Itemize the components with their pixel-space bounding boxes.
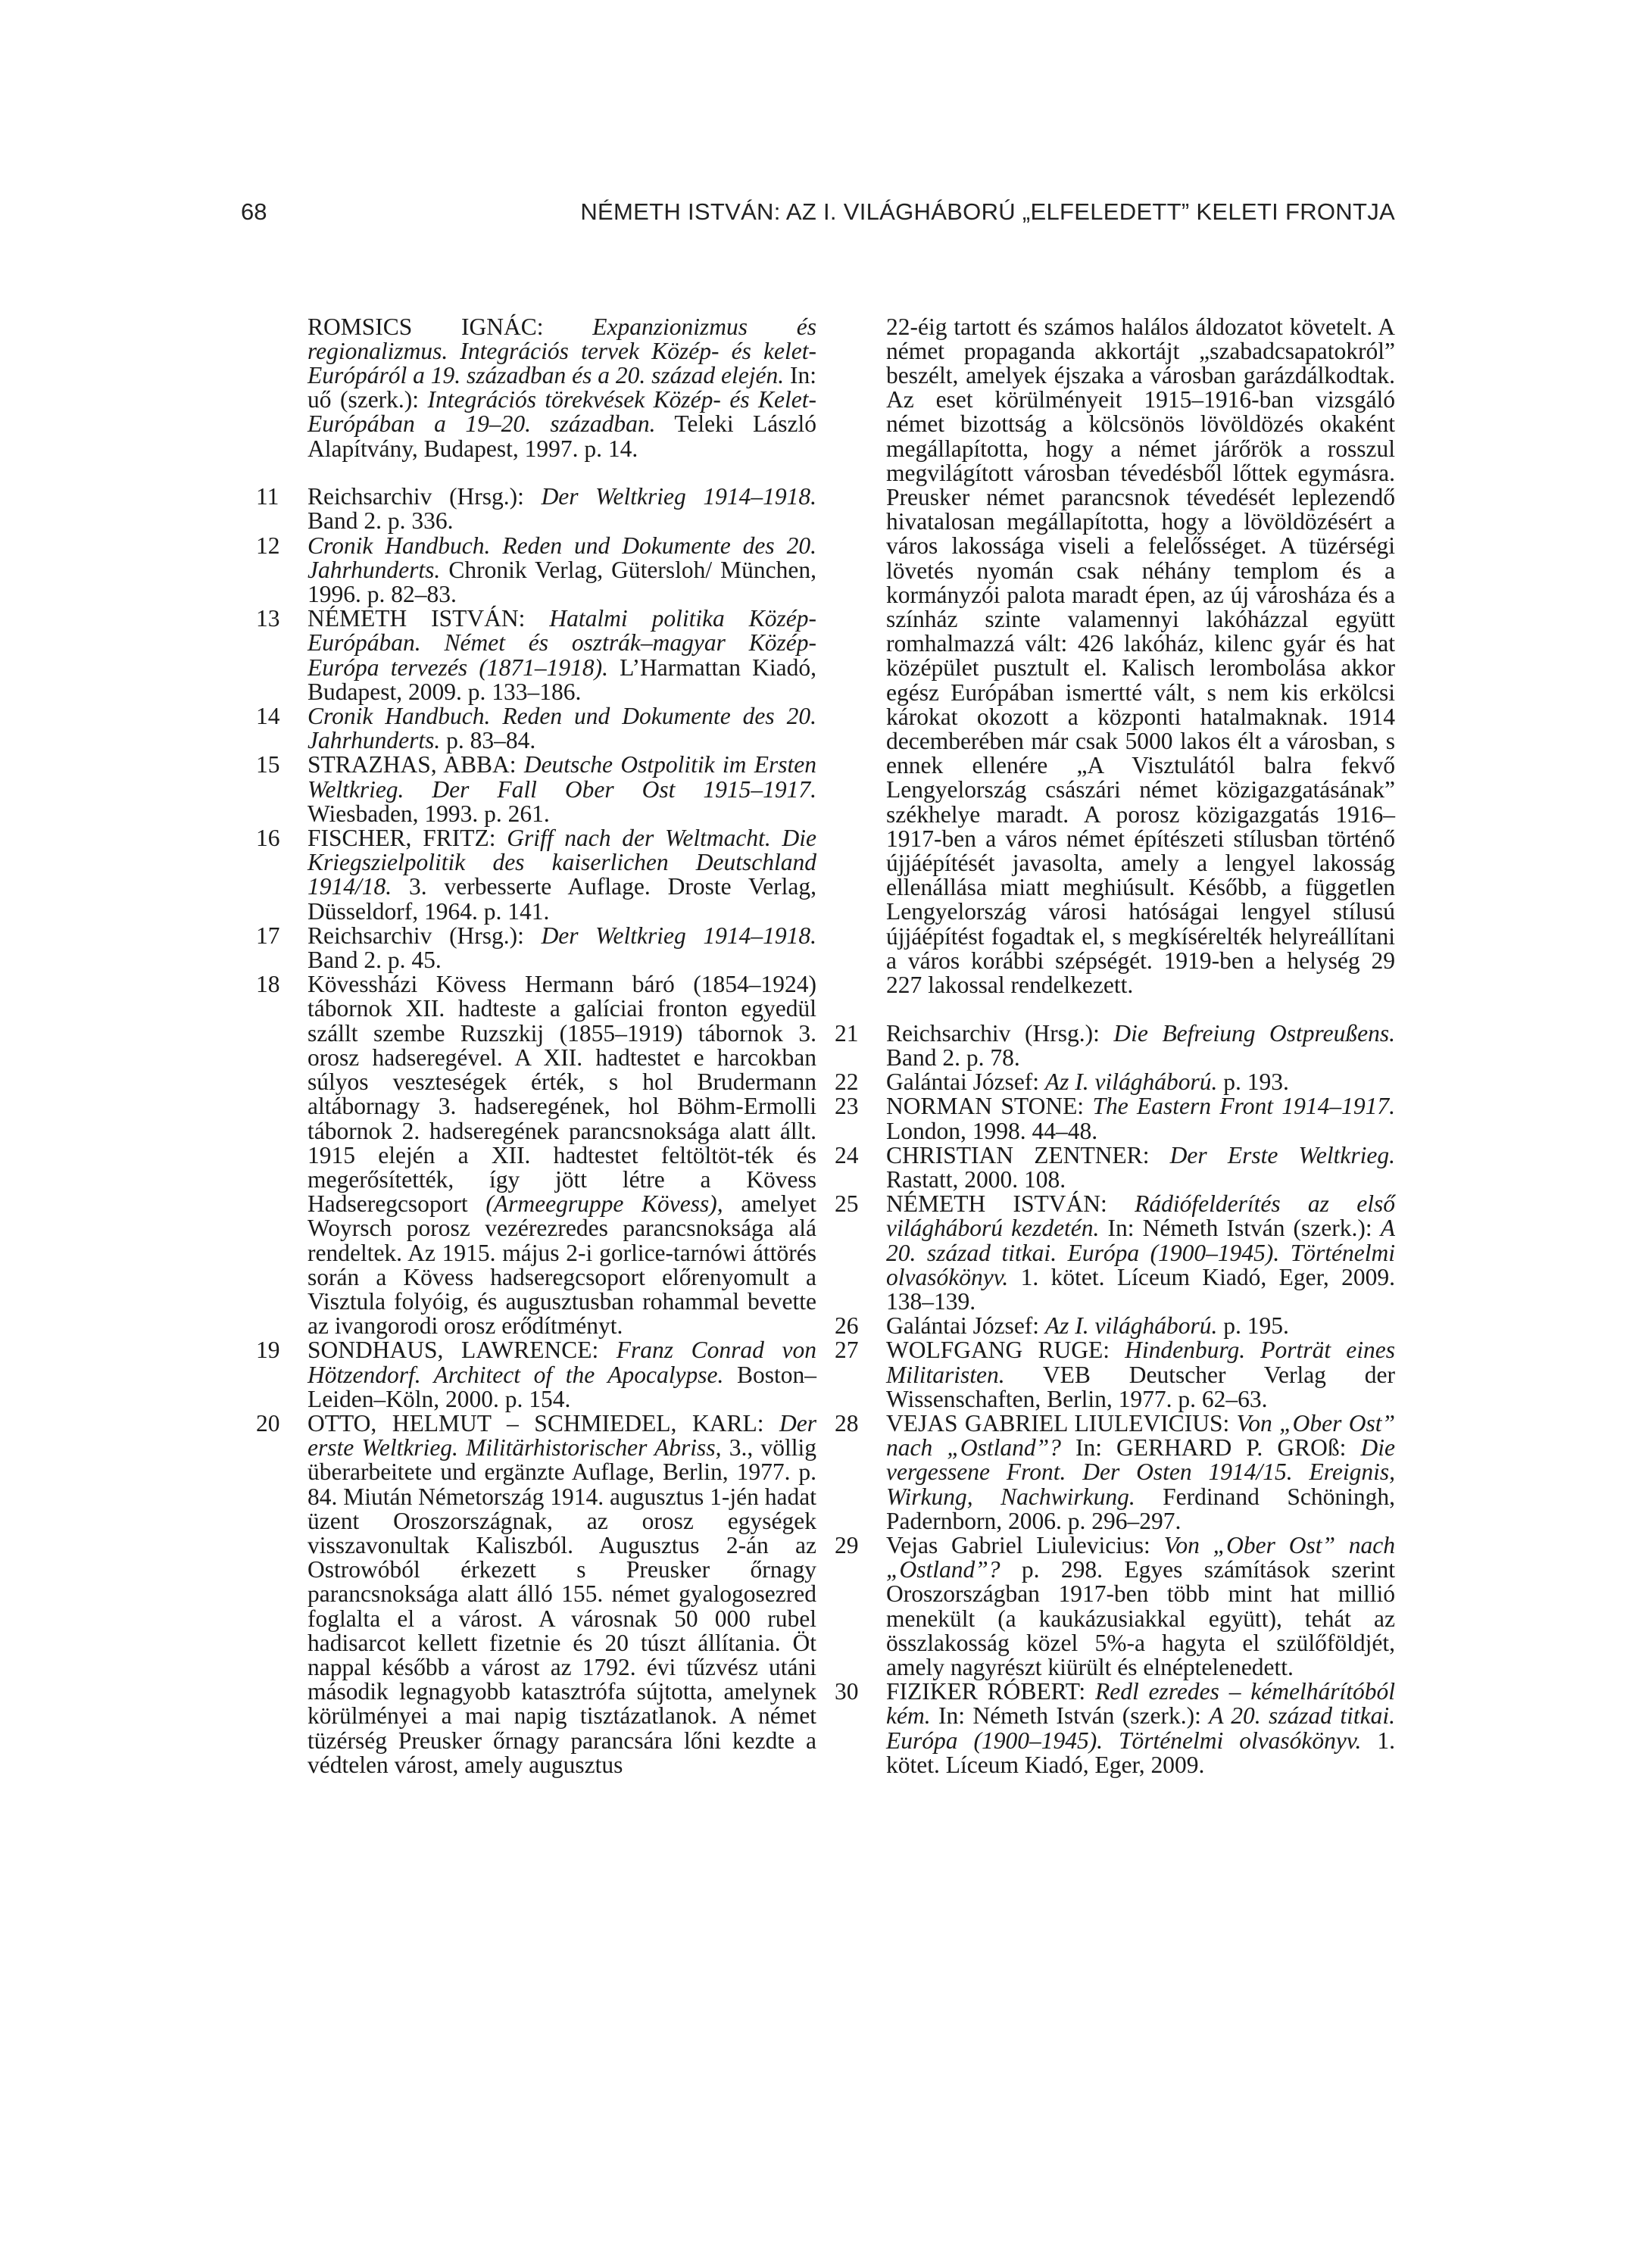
text-segment: WOLFGANG RUGE: [886, 1337, 1125, 1364]
italic-title-segment: Von „Ober Ost” nach „Ostland”? [886, 1531, 1396, 1583]
footnote-18 [256, 972, 816, 1338]
text-segment: Reichsarchiv (Hrsg.): [307, 922, 542, 949]
italic-title-segment: A 20. század titkai. Európa (1900–1945). Történelmi olvasókönyv. [886, 1702, 1395, 1754]
text-segment: p. 193. [1217, 1068, 1289, 1096]
italic-title-segment: (Armeegruppe Kövess), [485, 1190, 723, 1218]
text-segment: Teleki László Alapítvány, Budapest, 1997. p. 14. [307, 410, 816, 462]
text-segment: OTTO, HELMUT – SCHMIEDEL, KARL: [307, 1409, 779, 1437]
italic-title-segment: Cronik Handbuch. Reden und Dokumente des 20. Jahrhunderts. [307, 703, 816, 754]
footnote-14 [256, 704, 816, 753]
text-segment: London, 1998. 44–48. [886, 1117, 1098, 1144]
footnote-16 [256, 826, 816, 924]
footnote-text [307, 1338, 816, 1412]
italic-title-segment: Deutsche Ostpolitik im Ersten Weltkrieg. Der Fall Ober Ost 1915–1917. [307, 751, 816, 803]
footnote-text [307, 607, 816, 704]
text-segment: 1. kötet. Líceum Kiadó, Eger, 2009. 138–139. [886, 1263, 1395, 1315]
footnote-number: 13 [256, 605, 280, 632]
italic-title-segment: Der Erste Weltkrieg. [1169, 1141, 1395, 1168]
footnote-text [886, 1019, 1395, 1071]
footnote-19 [256, 1338, 816, 1412]
text-segment: CHRISTIAN ZENTNER: [886, 1141, 1170, 1168]
text-segment: Wiesbaden, 1993. p. 261. [307, 800, 550, 827]
text-segment: Rastatt, 2000. 108. [886, 1165, 1066, 1193]
text-segment: NORMAN STONE: [886, 1093, 1093, 1120]
italic-title-segment: Az I. világháború. [1044, 1068, 1218, 1096]
text-segment: 1. kötet. Líceum Kiadó, Eger, 2009. [886, 1727, 1395, 1778]
text-segment: FIZIKER RÓBERT: [886, 1678, 1095, 1705]
footnote-11 [256, 485, 816, 533]
text-segment: SONDHAUS, LAWRENCE: [307, 1337, 617, 1364]
text-segment: In: GERHARD P. GROß: [1060, 1434, 1361, 1462]
footnote-text [886, 1192, 1395, 1314]
footnote-22 [835, 1070, 1395, 1094]
running-head [241, 198, 1395, 236]
footnote-20-continuation [835, 315, 1395, 998]
italic-title-segment: Die vergessene Front. Der Osten 1914/15. Ereignis, Wirkung, Nachwirkung. [886, 1434, 1395, 1510]
footnote-number: 12 [256, 532, 280, 559]
text-segment: NÉMETH ISTVÁN: [307, 605, 550, 632]
footnote-text [307, 826, 816, 924]
footnote-12 [256, 534, 816, 607]
footnote-25 [835, 1192, 1395, 1314]
text-segment: Band 2. p. 336. [307, 507, 454, 535]
text-segment: In: Németh István (szerk.): [1099, 1215, 1381, 1242]
footnote-text [307, 972, 816, 1338]
text-segment: Boston–Leiden–Köln, 2000. p. 154. [307, 1361, 816, 1412]
italic-title-segment: Franz Conrad von Hötzendorf. Architect of the Apocalypse. [307, 1337, 816, 1388]
footnote-number: 20 [256, 1409, 280, 1437]
footnote-number: 14 [256, 703, 280, 730]
italic-title-segment: Der Weltkrieg 1914–1918. [541, 922, 816, 949]
text-segment: p. 83–84. [440, 727, 536, 754]
italic-title-segment: Expanzionizmus és regionalizmus. Integrációs tervek Közép- és kelet-Európáról a 19. században és a 20. század elején. [307, 313, 816, 388]
footnote-24 [835, 1143, 1395, 1192]
footnote-text [886, 1094, 1395, 1143]
footnote-text [307, 704, 816, 753]
italic-title-segment: A 20. század titkai. Európa (1900–1945). Történelmi olvasókönyv. [886, 1215, 1395, 1290]
text-segment: 3., völlig überarbeitete und ergänzte Auflage, Berlin, 1977. p. 84. Miután Németország 1914. augusztus 1-jén hadat üzent Oroszországnak, az orosz egységek visszavonultak Kaliszból. Augusztus 2-án az Ostrowóból érkezett s Preusker őrnagy parancsnoksága alatt álló 155. német gyalogosezred foglalta el a várost. A városnak 50 000 rubel hadisarcot kellett fizetnie és 20 túszt állítania. Öt nappal később a várost az 1792. évi tűzvész utáni második legnagyobb katasztrófa sújtotta, amelynek körülményei a mai napig tisztázatlanok. A német tüzérség Preusker őrnagy parancsára lőni kezdte a védtelen várost, amely augusztus [307, 1434, 816, 1778]
footnote-text [886, 1314, 1395, 1338]
italic-title-segment: Cronik Handbuch. Reden und Dokumente des 20. Jahrhunderts. [307, 532, 816, 583]
footnote-21 [835, 1019, 1395, 1071]
italic-title-segment: Von „Ober Ost” nach „Ostland”? [886, 1409, 1395, 1462]
footnote-number: 22 [835, 1068, 859, 1096]
footnote-number: 19 [256, 1337, 280, 1364]
footnote-29 [835, 1533, 1395, 1680]
footnote-number: 11 [256, 483, 279, 510]
footnote-17 [256, 924, 816, 972]
footnote-10-continuation [256, 315, 816, 461]
footnote-number: 24 [835, 1141, 859, 1168]
page-number: 68 [241, 198, 267, 225]
italic-title-segment: Az I. világháború. [1044, 1312, 1218, 1340]
italic-title-segment: Die Befreiung Ostpreußens. [1113, 1019, 1395, 1047]
text-segment: Band 2. p. 45. [307, 947, 442, 974]
italic-title-segment: Integrációs törekvések Közép- és Kelet-Európában a 19–20. században. [307, 386, 816, 438]
footnote-text [307, 485, 816, 533]
footnote-text [886, 1680, 1395, 1777]
footnote-text [307, 924, 816, 972]
footnote-13 [256, 607, 816, 704]
footnote-number: 15 [256, 751, 280, 778]
running-title: NÉMETH ISTVÁN: AZ I. VILÁGHÁBORÚ „ELFELEDETT” KELETI FRONTJA [580, 198, 1395, 225]
text-segment: 3. verbesserte Auflage. Droste Verlag, Düsseldorf, 1964. p. 141. [307, 873, 816, 925]
footnote-number: 26 [835, 1312, 859, 1340]
footnote-26 [835, 1314, 1395, 1338]
text-segment: amelyet Woyrsch porosz vezérezredes parancsnoksága alá rendeltek. Az 1915. május 2-i gorlice-tarnówi áttörés során a Kövess hadseregcsoport előrenyomult a Visztula folyóig, és augusztusban rohammal bevette az ivangorodi orosz erődítményt. [307, 1190, 817, 1340]
footnote-28 [835, 1409, 1395, 1534]
text-segment: In: uő (szerk.): [307, 361, 816, 413]
footnotes-left-column [256, 291, 816, 1777]
text-segment: In: Németh István (szerk.): [930, 1702, 1210, 1730]
footnote-number: 21 [835, 1019, 859, 1047]
text-segment: Kövessházi Kövess Hermann báró (1854–1924) tábornok XII. hadteste a galíciai fronton egyedül szállt szembe Ruzszkij (1855–1919) tábornok 3. orosz hadseregével. A XII. hadtestet e harcokban súlyos veszteségek érték, s hol Brudermann altábornagy 3. hadseregének, hol Böhm-Ermolli tábornok 2. hadseregének parancsnoksága alatt állt. 1915 elején a XII. hadtestet feltöltöt-ték és megerősítették, így jött létre a Kövess Hadseregcsoport [307, 971, 816, 1218]
italic-title-segment: Der erste Weltkrieg. Militärhistorischer Abriss, [307, 1409, 816, 1462]
text-segment: p. 195. [1217, 1312, 1289, 1340]
footnote-number: 25 [835, 1190, 859, 1218]
italic-title-segment: Griff nach der Weltmacht. Die Kriegszielpolitik des kaiserlichen Deutschland 1914/18. [307, 825, 817, 900]
footnotes-right-column [835, 291, 1395, 1777]
text-segment: L’Harmattan Kiadó, Budapest, 2009. p. 133–186. [307, 654, 816, 705]
text-segment: p. 298. Egyes számítások szerint Oroszországban 1917-ben több mint hat millió menekült (a kaukázusiakkal együtt), tehát az összlakosság közel 5%-a hagyta el szülőföldjét, amely nagyrészt kiürült és elnéptelenedett. [886, 1556, 1395, 1680]
text-segment: Reichsarchiv (Hrsg.): [307, 483, 542, 510]
footnote-30 [835, 1680, 1395, 1777]
italic-title-segment: Rádiófelderítés az első világháború kezdetén. [886, 1190, 1395, 1242]
text-segment: FISCHER, FRITZ: [307, 825, 507, 852]
italic-title-segment: Hatalmi politika Közép-Európában. Német és osztrák–magyar Közép-Európa tervezés (1871–1918). [307, 605, 816, 681]
text-segment: Galántai József: [886, 1312, 1045, 1340]
text-segment: ROMSICS IGNÁC: [307, 313, 593, 340]
text-segment: Ferdinand Schöningh, Padernborn, 2006. p. 296–297. [886, 1483, 1395, 1534]
footnote-number: 29 [835, 1531, 859, 1558]
footnote-number: 16 [256, 825, 280, 852]
text-segment: Galántai József: [886, 1068, 1045, 1096]
footnote-number: 30 [835, 1678, 859, 1705]
footnote-number: 28 [835, 1409, 859, 1437]
footnote-text [307, 753, 816, 826]
footnote-number: 18 [256, 971, 280, 998]
text-segment: Band 2. p. 78. [886, 1044, 1020, 1071]
text-segment: 22-éig tartott és számos halálos áldozatot követelt. A német propaganda akkortájt „szabadcsapatokról” beszélt, amelyek éjszaka a városban garázdálkodtak. Az eset körülményeit 1915–1916-ban vizsgáló német bizottság a kölcsönös lövöldözés okaként megállapította, hogy a német járőrök a rosszul megvilágított városban tévedésből lőttek egymásra. Preusker német parancsnok tévedését leplezendő hivatalosan megállapította, hogy a lövöldözésért a város lakossága viseli a felelősséget. A tüzérségi lövetés nyomán csak néhány templom és a kormányzói palota maradt épen, az új városháza és a színház szinte valamennyi lakóházzal együtt romhalmazzá vált: 426 lakóház, kilenc gyár és hat középület pusztult el. Kalisch lerombolása akkor egész Európában ismertté vált, s nem kis erkölcsi károkat okozott a központi hatalmaknak. 1914 decemberében már csak 5000 lakos élt a városban, s ennek ellenére „A Visztulától balra fekvő Lengyelország császári német közigazgatásának” székhelye maradt. A porosz közigazgatás 1916–1917-ben a város német építészeti stílusban történő újjáépítését javasolta, amely a lengyel lakosság ellenállása miatt meghiúsult. Később, a független Lengyelország városi hatóságai lengyel stílusú újjáépítést fogadtak el, s megkísérelték helyreállítani a város korábbi szépségét. 1919-ben a helység 29 227 lakossal rendelkezett. [886, 313, 1395, 998]
footnote-27 [835, 1338, 1395, 1412]
footnote-text [886, 1533, 1395, 1680]
footnote-text [886, 1070, 1395, 1094]
footnote-number: 23 [835, 1093, 859, 1120]
text-segment: STRAZHAS, ABBA: [307, 751, 524, 778]
text-segment: VEB Deutscher Verlag der Wissenschaften, Berlin, 1977. p. 62–63. [886, 1361, 1395, 1412]
italic-title-segment: The Eastern Front 1914–1917. [1092, 1093, 1395, 1120]
text-segment: NÉMETH ISTVÁN: [886, 1190, 1135, 1218]
italic-title-segment: Hindenburg. Porträt eines Militaristen. [886, 1337, 1396, 1388]
text-segment: Vejas Gabriel Liulevicius: [886, 1531, 1164, 1558]
text-segment: VEJAS GABRIEL LIULEVICIUS: [886, 1409, 1237, 1437]
footnote-20 [256, 1409, 816, 1778]
italic-title-segment: Der Weltkrieg 1914–1918. [541, 483, 816, 510]
footnote-15 [256, 753, 816, 826]
footnote-text [886, 1143, 1395, 1192]
footnote-text [886, 1338, 1395, 1412]
footnote-text [307, 534, 816, 607]
italic-title-segment: Redl ezredes – kémelhárítóból kém. [886, 1678, 1395, 1730]
footnote-text [886, 1409, 1395, 1534]
footnote-number: 27 [835, 1337, 859, 1364]
footnote-text [307, 1409, 816, 1778]
text-segment: Chronik Verlag, Gütersloh/ München, 1996. p. 82–83. [307, 556, 816, 608]
footnote-23 [835, 1094, 1395, 1143]
footnote-number: 17 [256, 922, 280, 949]
text-segment: Reichsarchiv (Hrsg.): [886, 1019, 1114, 1047]
